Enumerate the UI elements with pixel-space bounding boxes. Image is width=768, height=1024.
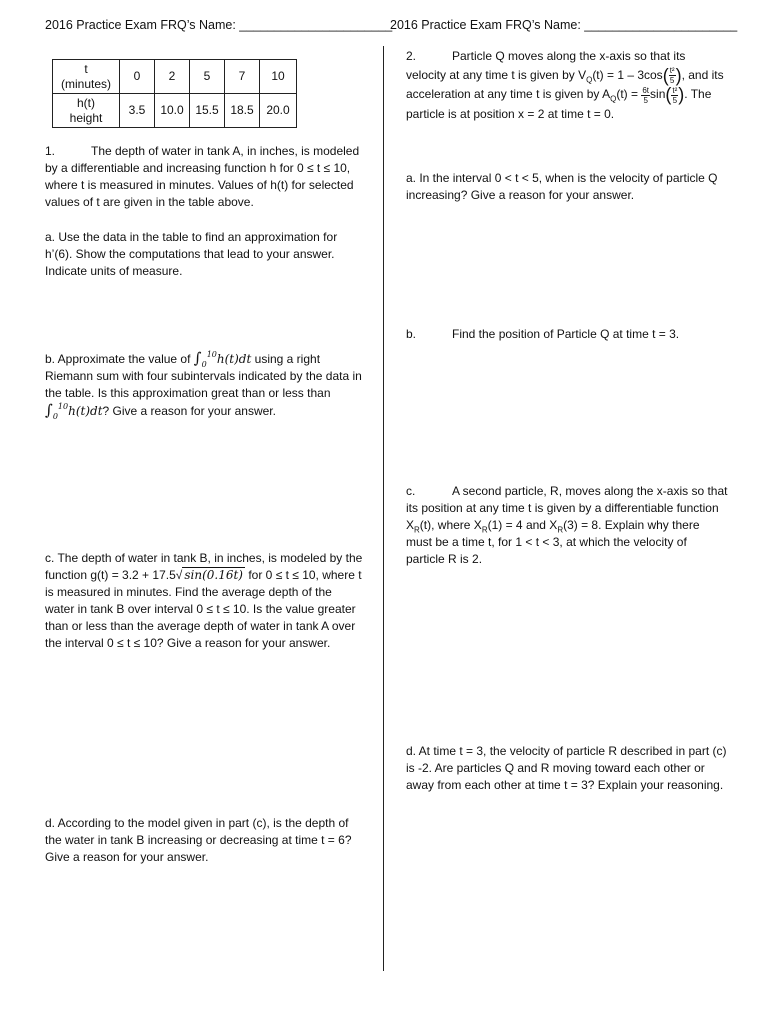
frac-num: t²	[669, 66, 675, 76]
table-cell: 20.0	[260, 94, 297, 128]
row-label-t	[53, 60, 120, 94]
q2c-label: c.	[406, 484, 416, 498]
q2c-text: A second particle, R, moves along the x-axis so that its position at any time t is given by a differentiable function X	[406, 484, 728, 532]
row-label-line: h(t)	[77, 95, 95, 110]
q2-text: Particle Q moves along the x-axis so that its velocity at any time t is given by V	[406, 49, 686, 82]
q1-part-a: a. Use the data in the table to find an approximation for h’(6). Show the computations that lead to your answer. Indicate units of measure.	[45, 230, 338, 278]
paren-open-icon: (	[665, 84, 672, 105]
height-table	[52, 59, 297, 128]
q2-text: . The particle is at position x = 2 at time t = 0.	[406, 87, 712, 121]
q2-part-c	[406, 483, 728, 568]
q2-text: (t) =	[616, 87, 639, 102]
table-cell: 10.0	[155, 94, 190, 128]
frac-den: 5	[669, 76, 675, 86]
row-label-line: t	[84, 61, 88, 76]
q1-intro	[45, 143, 363, 211]
q2-part-d: d. At time t = 3, the velocity of particle R described in part (c) is -2. Are particles Q and R moving toward each other or away from each other at time t = 3? Explain your reasoning.	[406, 744, 727, 792]
column-divider	[383, 46, 384, 971]
table-row	[53, 94, 297, 128]
fraction-6t-over-5	[641, 86, 650, 105]
q1-part-d: d. According to the model given in part (c), is the depth of the water in tank B increasing or decreasing at time t = 6? Give a reason for your answer.	[45, 816, 352, 864]
integral-h: $\int_0^{10}$	[45, 401, 69, 421]
table-cell: 7	[225, 60, 260, 94]
q2-text: , and its acceleration at any time t is given by A	[406, 68, 724, 102]
subscript-r: R	[414, 525, 420, 535]
sqrt-radicand: sin(0.16t)	[184, 568, 243, 582]
sqrt-icon: √	[175, 568, 183, 582]
table-cell: 10	[260, 60, 297, 94]
table-cell: 0	[120, 60, 155, 94]
q2c-text: (3) = 8. Explain why there must be a time t, for 1 < t < 3, at which the velocity of particle R is 2.	[406, 518, 700, 566]
q1-part-b	[45, 350, 363, 420]
paren-open-icon: (	[662, 65, 669, 86]
subscript-r: R	[481, 525, 488, 535]
frac-den: 5	[643, 95, 648, 105]
q2b-text: Find the position of Particle Q at time t = 3.	[452, 327, 680, 341]
q1-intro-text: The depth of water in tank A, in inches, is modeled by a differentiable and increasing function h for 0 ≤ t ≤ 10, where t is measured in minutes. Values of h(t) for selected values of t are given in the table above.	[45, 144, 360, 209]
subscript-r: R	[557, 525, 564, 535]
q2-number: 2.	[406, 49, 417, 63]
q1-part-c	[45, 550, 363, 652]
q2b-label: b.	[406, 327, 417, 341]
subscript-q: Q	[586, 75, 593, 85]
q2-intro	[406, 47, 728, 124]
row-label-h	[53, 94, 120, 128]
table-cell: 3.5	[120, 94, 155, 128]
q2c-text: (1) = 4 and X	[487, 518, 558, 532]
row-label-line: height	[69, 110, 103, 125]
table-cell: 2	[155, 60, 190, 94]
q1b-text-1: b. Approximate the value of	[45, 352, 191, 366]
header-left: 2016 Practice Exam FRQ’s Name: ______________________	[45, 18, 393, 32]
q1-number: 1.	[45, 144, 56, 158]
table-cell: 15.5	[190, 94, 225, 128]
frac-num: t²	[672, 85, 678, 95]
integral-h-body: h(t)dt	[216, 352, 252, 366]
q1b-text-3: ? Give a reason for your answer.	[102, 404, 276, 418]
header-right: 2016 Practice Exam FRQ’s Name: ______________________	[390, 18, 738, 32]
q1c-text-1: c. The depth of water in tank B, in inches, is modeled by the function g(t) = 3.2 + 17.5	[45, 551, 363, 582]
table-cell: 5	[190, 60, 225, 94]
paren-close-icon: )	[678, 84, 685, 105]
q2-text: (t) = 1 – 3cos	[592, 68, 663, 82]
table-cell: 18.5	[225, 94, 260, 128]
paren-close-icon: )	[675, 65, 682, 86]
q2-part-a: a. In the interval 0 < t < 5, when is the velocity of particle Q increasing? Give a reason for your answer.	[406, 171, 718, 202]
q2-text: sin	[650, 87, 666, 102]
integral-h-body: h(t)dt	[68, 404, 103, 418]
table-row	[53, 60, 297, 94]
q1b-text-2: using a right Riemann sum with four subintervals indicated by the data in the table. Is this approximation great than or less than	[45, 352, 362, 400]
frac-num: 6t	[642, 85, 650, 95]
q2-part-b	[406, 326, 728, 343]
integral-h: $\int_0^{10}$	[193, 349, 217, 369]
row-label-line: (minutes)	[60, 76, 111, 91]
subscript-q: Q	[610, 94, 617, 104]
fraction-t2-over-5	[669, 66, 676, 85]
q2c-text: (t), where X	[419, 518, 482, 532]
q1c-text-2: for 0 ≤ t ≤ 10, where t is measured in minutes. Find the average depth of the water in tank B over interval 0 ≤ t ≤ 10. Is the value greater than or less than the average depth of water in tank A over the interval 0 ≤ t ≤ 10? Give a reason for your answer.	[45, 568, 362, 650]
frac-den: 5	[672, 95, 678, 105]
